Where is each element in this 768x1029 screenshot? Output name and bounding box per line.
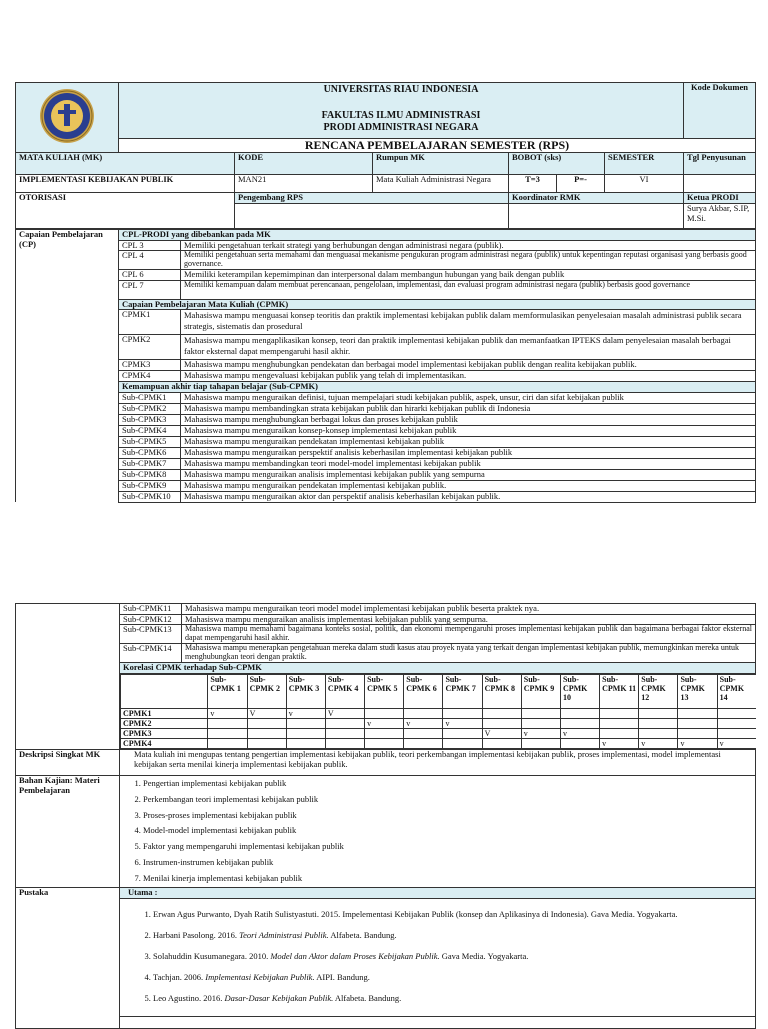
matrix-row: [121, 709, 756, 719]
korelasi-matrix-wrapper: [120, 674, 756, 750]
pustaka-item-post: AIPI. Bandung.: [314, 972, 370, 982]
matrix-corner: [121, 675, 208, 709]
subcpmk-header: Kemampuan akhir tiap tahapan belajar (Sub-CPMK): [119, 382, 756, 393]
pustaka-cell: [120, 899, 756, 1017]
bahan-kajian-item: 6. Instrumen-instrumen kebijakan publik: [143, 855, 752, 871]
matrix-cell: [482, 739, 521, 749]
university-logo: [39, 88, 95, 144]
matrix-cell: [247, 729, 286, 739]
matrix-cell: [717, 729, 755, 739]
pustaka-item: [153, 930, 752, 940]
pustaka-item-title: Implementasi Kebijakan Publik.: [205, 972, 315, 982]
subcpmk-code: Sub-CPMK3: [119, 414, 181, 425]
matrix-cell: [247, 719, 286, 729]
matrix-column-header: Sub-CPMK 2: [247, 675, 286, 709]
pustaka-item-title: Dasar-Dasar Kebijakan Publik.: [224, 993, 334, 1003]
matrix-cell: [639, 719, 678, 729]
matrix-cell: v: [717, 739, 755, 749]
cpmk-code: CPMK1: [119, 310, 181, 335]
cpl-text: Memiliki pengetahuan serta memahami dan menguasai mekanisme pengukuran program administrasi negara (publik) untuk kepentingan reputasi organisasi yang berbasis good governance.: [181, 251, 756, 270]
course-name: IMPLEMENTASI KEBIJAKAN PUBLIK: [16, 175, 235, 193]
cpl-text: Memiliki pengetahuan terkait strategi yang berhubungan dengan administrasi negara (publik).: [181, 240, 756, 251]
matrix-cell: [286, 739, 325, 749]
cpmk-text: Mahasiswa mampu mengaplikasikan konsep, teori dan praktik implementasi kebijakan publik dan memanfaatkan IPTEKS dalam penyelesaian masalah berbagai faktor eksternal dapat mempengaruhi hasil akhir.: [181, 335, 756, 360]
bahan-kajian-item: 2. Perkembangan teori implementasi kebijakan publik: [143, 792, 752, 808]
matrix-cell: V: [247, 709, 286, 719]
subcpmk-code: Sub-CPMK10: [119, 491, 181, 502]
pustaka-item-pre: Erwan Agus Purwanto, Dyah Ratih Sulistyastuti. 2015. Impelementasi Kebijakan Publik (konsep dan Aplikasinya di Indonesia). Gava Media. Yogyakarta.: [153, 909, 678, 919]
subcpmk-text: Mahasiswa mampu menguraikan perspektif analisis keberhasilan implementasi kebijakan publik: [181, 447, 756, 458]
subcpmk-text: Mahasiswa mampu menguraikan pendekatan implementasi kebijakan publik: [181, 436, 756, 447]
matrix-cell: [639, 709, 678, 719]
matrix-cell: [600, 709, 639, 719]
matrix-row: [121, 719, 756, 729]
matrix-cell: [639, 729, 678, 739]
university-name: UNIVERSITAS RIAU INDONESIA: [323, 84, 479, 95]
label-pustaka: Pustaka: [16, 888, 120, 1029]
matrix-cell: [678, 719, 717, 729]
matrix-cell: [521, 709, 560, 719]
matrix-column-header: Sub-CPMK 9: [521, 675, 560, 709]
subcpmk-code: Sub-CPMK1: [119, 392, 181, 403]
subcpmk-code: Sub-CPMK2: [119, 403, 181, 414]
matrix-cell: [443, 739, 482, 749]
label-tgl: Tgl Penyusunan: [684, 153, 756, 175]
matrix-row: [121, 739, 756, 749]
subcpmk-text: Mahasiswa mampu menguraikan pendekatan implementasi kebijakan publik.: [181, 480, 756, 491]
faculty-name: FAKULTAS ILMU ADMINISTRASI: [321, 110, 481, 121]
subcpmk-code: Sub-CPMK12: [120, 614, 182, 625]
matrix-cell: [482, 709, 521, 719]
subcpmk-text: Mahasiswa mampu membandingkan strata kebijakan publik dan hirarki kebijakan publik di Indonesia: [181, 403, 756, 414]
matrix-cell: [286, 719, 325, 729]
koordinator-value: [509, 204, 684, 229]
matrix-row-label: CPMK1: [121, 709, 208, 719]
bahan-kajian-item: 1. Pengertian implementasi kebijakan publik: [143, 776, 752, 792]
label-capaian: Capaian Pembelajaran (CP): [16, 230, 119, 503]
subcpmk-code: Sub-CPMK5: [119, 436, 181, 447]
matrix-column-header: Sub-CPMK 7: [443, 675, 482, 709]
pustaka-item: [153, 972, 752, 982]
subcpmk-text: Mahasiswa mampu menguraikan analisis implementasi kebijakan publik yang sempurna.: [182, 614, 756, 625]
matrix-column-header: Sub-CPMK 14: [717, 675, 755, 709]
cp-table: [15, 229, 756, 503]
subcpmk-code: Sub-CPMK9: [119, 480, 181, 491]
cpl-code: CPL 7: [119, 280, 181, 299]
korelasi-header: Korelasi CPMK terhadap Sub-CPMK: [120, 663, 756, 674]
subcpmk-code: Sub-CPMK14: [120, 644, 182, 663]
matrix-cell: [717, 719, 755, 729]
subcpmk-code: Sub-CPMK11: [120, 604, 182, 615]
pustaka-list: [123, 909, 752, 1003]
course-code: MAN21: [235, 175, 373, 193]
matrix-column-header: Sub-CPMK 10: [560, 675, 599, 709]
subcpmk-code: Sub-CPMK4: [119, 425, 181, 436]
cpmk-code: CPMK4: [119, 371, 181, 382]
subcpmk-text: Mahasiswa mampu menguraikan konsep-konsep implementasi kebijakan publik: [181, 425, 756, 436]
cpmk-header: Capaian Pembelajaran Mata Kuliah (CPMK): [119, 299, 756, 310]
matrix-cell: [286, 729, 325, 739]
label-koordinator: Koordinator RMK: [509, 193, 684, 204]
matrix-cell: [365, 709, 404, 719]
matrix-column-header: Sub-CPMK 8: [482, 675, 521, 709]
course-tgl: [684, 175, 756, 193]
subcpmk-text: Mahasiswa mampu menguraikan aktor dan perspektif analisis keberhasilan kebijakan publik.: [181, 491, 756, 502]
matrix-cell: v: [560, 729, 599, 739]
university-logo-cell: [16, 83, 119, 153]
university-heading: [119, 83, 684, 139]
continuation-left-cell: [16, 604, 120, 750]
label-semester: SEMESTER: [605, 153, 684, 175]
bahan-kajian-item: 3. Proses-proses implementasi kebijakan publik: [143, 808, 752, 824]
bahan-kajian-item: 7. Menilai kinerja implementasi kebijakan publik: [143, 871, 752, 887]
matrix-row: [121, 729, 756, 739]
label-utama: Utama :: [120, 888, 756, 899]
subcpmk-text: Mahasiswa mampu membandingkan teori model-model implementasi kebijakan publik: [181, 458, 756, 469]
subcpmk-code: Sub-CPMK7: [119, 458, 181, 469]
cpmk-code: CPMK3: [119, 360, 181, 371]
course-rumpun: Mata Kuliah Administrasi Negara: [373, 175, 509, 193]
bahan-kajian-item: 4. Model-model implementasi kebijakan publik: [143, 823, 752, 839]
matrix-cell: [560, 719, 599, 729]
rps-header-table: [15, 82, 756, 229]
matrix-cell: [208, 739, 247, 749]
matrix-cell: [325, 739, 364, 749]
pustaka-item-post: Alfabeta. Bandung.: [328, 930, 397, 940]
korelasi-matrix: [120, 674, 756, 749]
matrix-cell: [404, 729, 443, 739]
cpl-header: CPL-PRODI yang dibebankan pada MK: [119, 230, 756, 241]
matrix-cell: v: [678, 739, 717, 749]
label-otorisasi: OTORISASI: [16, 193, 235, 229]
matrix-column-header: Sub-CPMK 13: [678, 675, 717, 709]
course-semester: VI: [605, 175, 684, 193]
label-pengembang: Pengembang RPS: [235, 193, 509, 204]
label-kode: KODE: [235, 153, 373, 175]
matrix-column-header: Sub-CPMK 3: [286, 675, 325, 709]
matrix-cell: [325, 719, 364, 729]
matrix-cell: [600, 719, 639, 729]
matrix-cell: v: [521, 729, 560, 739]
pustaka-item-title: Teori Administrasi Publik.: [239, 930, 329, 940]
label-mata-kuliah: MATA KULIAH (MK): [16, 153, 235, 175]
cpmk-code: CPMK2: [119, 335, 181, 360]
prodi-name: PRODI ADMINISTRASI NEGARA: [323, 122, 479, 133]
pustaka-item-post: Gava Media. Yogyakarta.: [439, 951, 529, 961]
matrix-cell: [365, 729, 404, 739]
matrix-cell: [482, 719, 521, 729]
matrix-cell: [521, 719, 560, 729]
subcpmk-text: Mahasiswa mampu menguraikan analisis implementasi kebijakan publik yang sempurna: [181, 469, 756, 480]
cpmk-text: Mahasiswa mampu menghubungkan pendekatan dan berbagai model implementasi kebijakan publik dengan realita kebijakan publik.: [181, 360, 756, 371]
ketua-name: Surya Akbar, S.IP, M.Si.: [684, 204, 756, 229]
matrix-cell: [365, 739, 404, 749]
matrix-cell: [560, 739, 599, 749]
matrix-row-label: CPMK4: [121, 739, 208, 749]
matrix-cell: [404, 739, 443, 749]
matrix-cell: v: [639, 739, 678, 749]
matrix-cell: [208, 729, 247, 739]
course-t: T=3: [509, 175, 557, 193]
rps-title: RENCANA PEMBELAJARAN SEMESTER (RPS): [119, 139, 756, 153]
pustaka-extra-row: [120, 1017, 756, 1029]
matrix-column-header: Sub-CPMK 12: [639, 675, 678, 709]
matrix-cell: [521, 739, 560, 749]
cpl-text: Memiliki keterampilan kepemimpinan dan interpersonal dalam membangun hubungan yang baik dengan publik: [181, 270, 756, 281]
pustaka-item-pre: Harbani Pasolong. 2016.: [153, 930, 240, 940]
pustaka-item-pre: Tachjan. 2006.: [153, 972, 206, 982]
pustaka-item-post: Alfabeta. Bandung.: [333, 993, 402, 1003]
label-bobot: BOBOT (sks): [509, 153, 605, 175]
subcpmk-text: Mahasiswa mampu menguraikan teori model model implementasi kebijakan publik beserta praktek nya.: [182, 604, 756, 615]
matrix-cell: [208, 719, 247, 729]
matrix-cell: [443, 709, 482, 719]
matrix-column-header: Sub-CPMK 11: [600, 675, 639, 709]
matrix-cell: v: [208, 709, 247, 719]
subcpmk-code: Sub-CPMK6: [119, 447, 181, 458]
matrix-row-label: CPMK2: [121, 719, 208, 729]
cpmk-text: Mahasiswa mampu menguasai konsep teoritis dan praktik implementasi kebijakan publik dalam memformulasikan penyelesaian masalah administrasi publik secara strategis, sistematis dan prosedural: [181, 310, 756, 335]
pengembang-value: [235, 204, 509, 229]
matrix-cell: [678, 729, 717, 739]
matrix-cell: [600, 729, 639, 739]
cpl-code: CPL 6: [119, 270, 181, 281]
label-deskripsi: Deskripsi Singkat MK: [16, 750, 120, 776]
pustaka-item: [153, 909, 752, 919]
matrix-cell: [717, 709, 755, 719]
matrix-column-header: Sub-CPMK 5: [365, 675, 404, 709]
matrix-cell: v: [365, 719, 404, 729]
matrix-cell: v: [286, 709, 325, 719]
matrix-cell: v: [600, 739, 639, 749]
matrix-column-header: Sub-CPMK 1: [208, 675, 247, 709]
pustaka-item-title: Model dan Aktor dalam Proses Kebijakan Publik.: [270, 951, 440, 961]
cpmk-text: Mahasiswa mampu mengevaluasi kebijakan publik yang telah di implementasikan.: [181, 371, 756, 382]
bahan-kajian-cell: [120, 776, 756, 888]
matrix-cell: v: [443, 719, 482, 729]
subcpmk-text: Mahasiswa mampu menerapkan pengetahuan mereka dalam studi kasus atau proyek nyata yang terkait dengan implementasi kebijakan publik, memungkinkan mereka untuk menghubungkan teori dengan praktik.: [182, 644, 756, 663]
course-p: P=-: [557, 175, 605, 193]
pustaka-item: [153, 951, 752, 961]
kode-dokumen: Kode Dokumen: [684, 83, 756, 139]
matrix-cell: [404, 709, 443, 719]
matrix-column-header: Sub-CPMK 6: [404, 675, 443, 709]
subcpmk-code: Sub-CPMK8: [119, 469, 181, 480]
pustaka-item: [153, 993, 752, 1003]
matrix-cell: v: [404, 719, 443, 729]
matrix-row-label: CPMK3: [121, 729, 208, 739]
matrix-cell: [678, 709, 717, 719]
cpl-code: CPL 3: [119, 240, 181, 251]
matrix-cell: [247, 739, 286, 749]
pustaka-item-pre: Leo Agustino. 2016.: [153, 993, 225, 1003]
deskripsi-text: Mata kuliah ini mengupas tentang pengertian implementasi kebijakan publik, teori perkembangan implementasi kebijakan publik, proses implementasi, model implementasi kebijakan serta menilai kinerja implementasi kebijakan publik.: [120, 750, 756, 776]
subcpmk-text: Mahasiswa mampu menghubungkan berbagai lokus dan proses kebijakan publik: [181, 414, 756, 425]
subcpmk-text: Mahasiswa mampu menguraikan definisi, tujuan mempelajari studi kebijakan publik, aspek, unsur, ciri dan sifat kebijakan publik: [181, 392, 756, 403]
rps-continuation-table: [15, 603, 756, 1029]
cpl-code: CPL 4: [119, 251, 181, 270]
cpl-text: Memiliki kemampuan dalam membuat perencanaan, pengelolaan, implementasi, dan evaluasi program administrasi negara (publik) berbasis good governance: [181, 280, 756, 299]
matrix-cell: [443, 729, 482, 739]
matrix-cell: V: [482, 729, 521, 739]
label-rumpun: Rumpun MK: [373, 153, 509, 175]
matrix-cell: [560, 709, 599, 719]
subcpmk-code: Sub-CPMK13: [120, 625, 182, 644]
subcpmk-text: Mahasiswa mampu memahami bagaimana konteks sosial, politik, dan ekonomi mempengaruhi proses implementasi kebijakan publik dan bagaimana berbagai faktor eksternal dapat mempengaruhi hasil akhir.: [182, 625, 756, 644]
bahan-kajian-item: 5. Faktor yang mempengaruhi implementasi kebijakan publik: [143, 839, 752, 855]
matrix-column-header: Sub-CPMK 4: [325, 675, 364, 709]
pustaka-item-pre: Solahuddin Kusumanegara. 2010.: [153, 951, 271, 961]
matrix-cell: [325, 729, 364, 739]
label-ketua: Ketua PRODI: [684, 193, 756, 204]
label-bahan-kajian: Bahan Kajian: Materi Pembelajaran: [16, 776, 120, 888]
matrix-cell: V: [325, 709, 364, 719]
bahan-kajian-list: [123, 776, 752, 887]
